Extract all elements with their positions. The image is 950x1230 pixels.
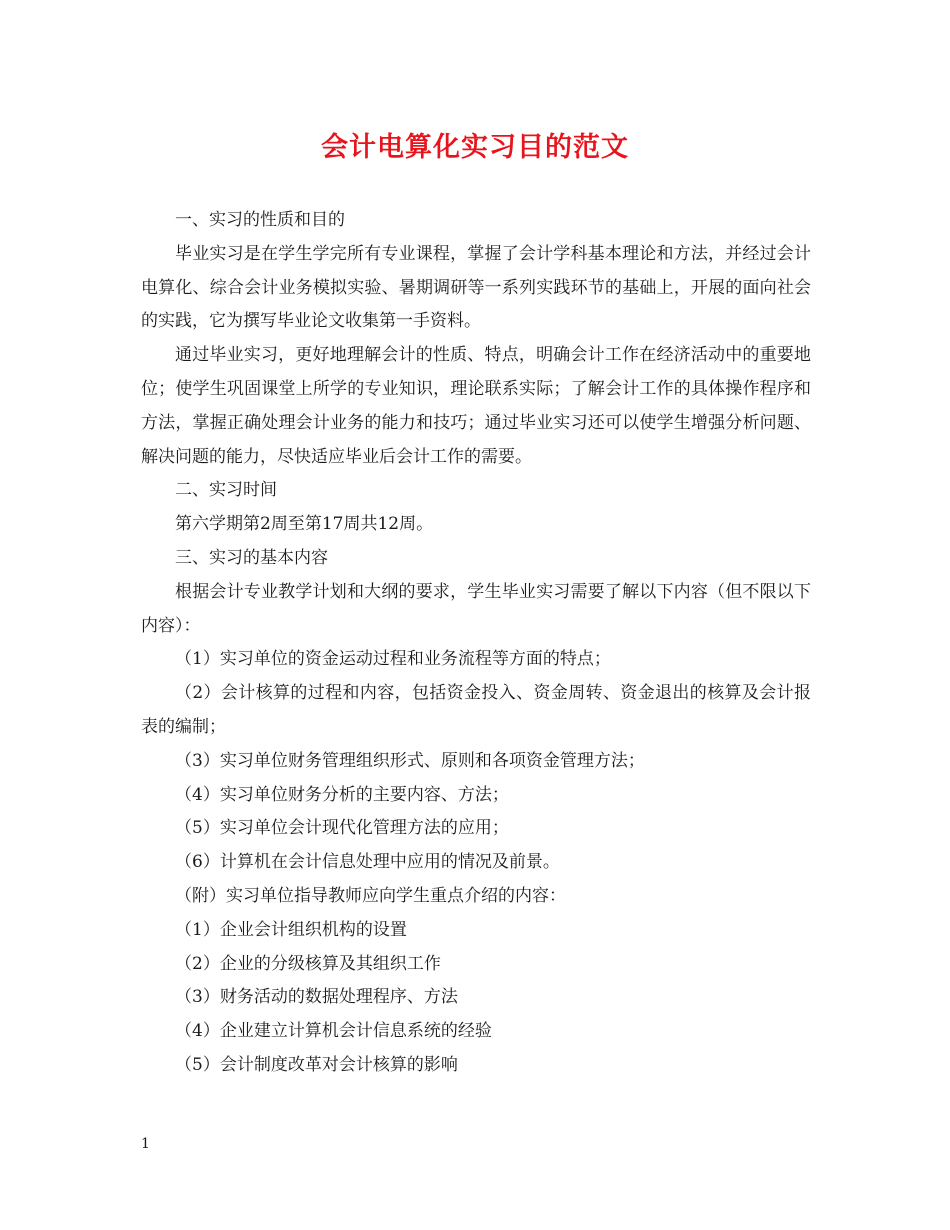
list-item: （4）企业建立计算机会计信息系统的经验 <box>175 1021 492 1042</box>
section-heading-2: 二、实习时间 <box>175 480 277 501</box>
section-heading-3: 三、实习的基本内容 <box>175 547 328 568</box>
list-item: （5）会计制度改革对会计核算的影响 <box>175 1054 458 1075</box>
document-body <box>141 204 811 1083</box>
document-title: 会计电算化实习目的范文 <box>321 132 629 163</box>
page-number: 1 <box>141 1136 150 1152</box>
appendix-heading: （附）实习单位指导教师应向学生重点介绍的内容： <box>175 885 566 906</box>
paragraph: 第六学期第2周至第17周共12周。 <box>175 514 434 535</box>
list-item: （5）实习单位会计现代化管理方法的应用； <box>175 818 509 839</box>
list-item: （1）企业会计组织机构的设置 <box>175 919 407 940</box>
list-item: （1）实习单位的资金运动过程和业务流程等方面的特点； <box>175 649 611 670</box>
section-heading-1: 一、实习的性质和目的 <box>175 210 345 230</box>
list-item: （3）实习单位财务管理组织形式、原则和各项资金管理方法； <box>175 750 645 771</box>
paragraph: 毕业实习是在学生学完所有专业课程，掌握了会计学科基本理论和方法，并经过会计电算化、综合会计业务模拟实验、暑期调研等一系列实践环节的基础上，开展的面向社会的实践，它为撰写毕业论文收集第一手资料。 <box>141 243 811 332</box>
list-item: （3）财务活动的数据处理程序、方法 <box>175 987 458 1008</box>
list-item: （2）企业的分级核算及其组织工作 <box>175 953 441 974</box>
list-item: （2）会计核算的过程和内容，包括资金投入、资金周转、资金退出的核算及会计报表的编制； <box>141 683 811 737</box>
paragraph: 通过毕业实习，更好地理解会计的性质、特点，明确会计工作在经济活动中的重要地位；使学生巩固课堂上所学的专业知识，理论联系实际；了解会计工作的具体操作程序和方法，掌握正确处理会计业务的能力和技巧；通过毕业实习还可以使学生增强分析问题、解决问题的能力，尽快适应毕业后会计工作的需要。 <box>141 345 811 467</box>
paragraph: 根据会计专业教学计划和大纲的要求，学生毕业实习需要了解以下内容（但不限以下内容）： <box>141 581 811 636</box>
list-item: （6）计算机在会计信息处理中应用的情况及前景。 <box>175 852 560 873</box>
list-item: （4）实习单位财务分析的主要内容、方法； <box>175 784 509 805</box>
